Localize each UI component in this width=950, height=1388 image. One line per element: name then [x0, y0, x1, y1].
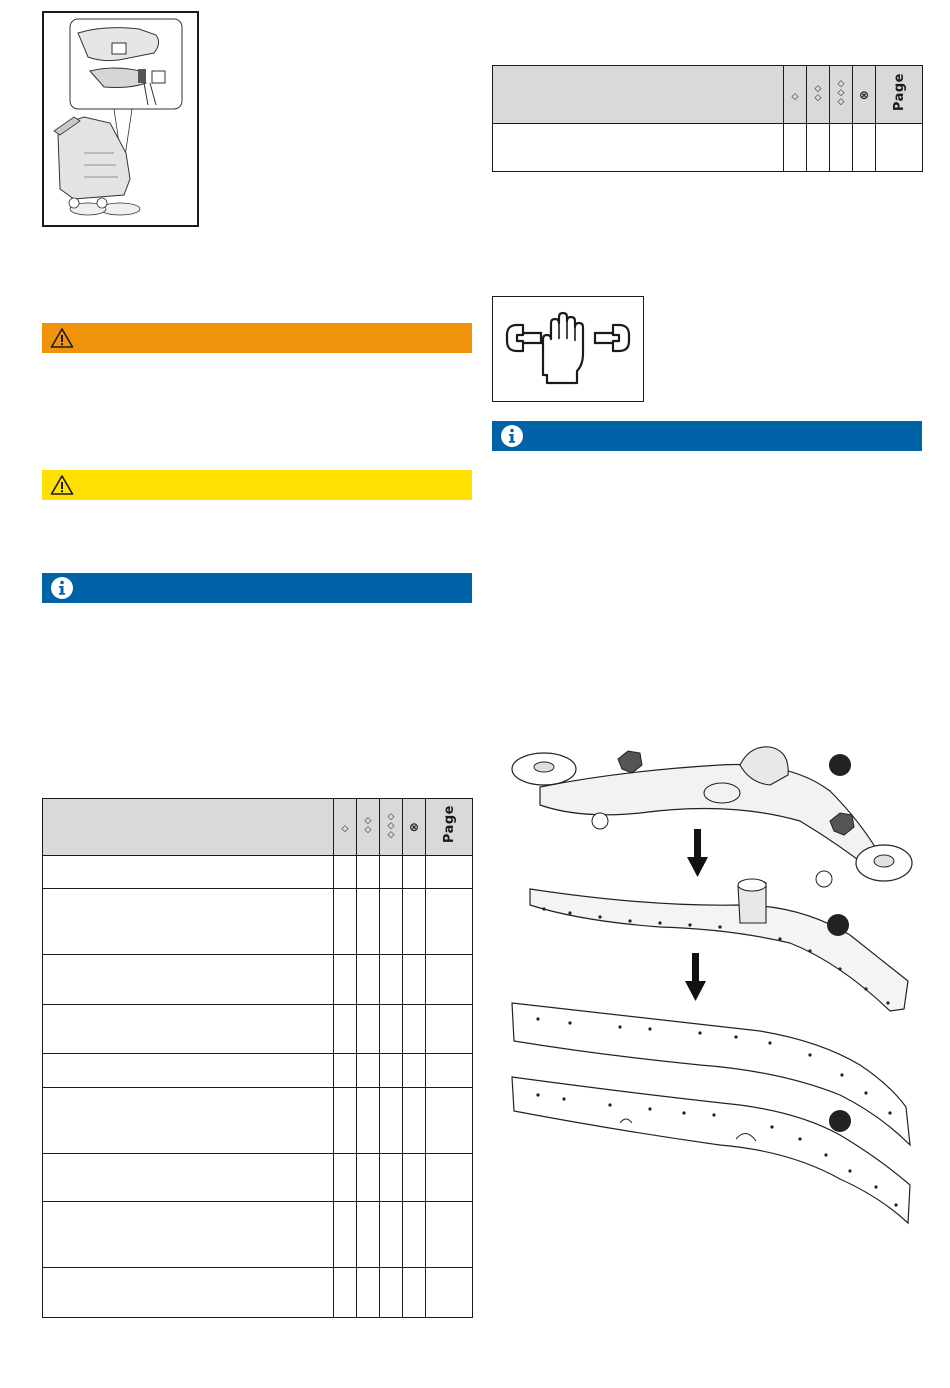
- danger-banner: [42, 323, 472, 353]
- interval-daily-header: ◇: [334, 799, 357, 856]
- squeegee-drawing: [500, 735, 930, 1235]
- interval-monthly-header: ◇◇◇: [380, 799, 403, 856]
- table-row: [43, 889, 473, 955]
- service-symbol-box: [492, 296, 644, 402]
- wrench-hand-icon: [501, 309, 635, 394]
- table-row: [43, 856, 473, 889]
- table-row: [43, 1005, 473, 1054]
- page-column-header: Page: [426, 799, 473, 856]
- warning-triangle-icon: [50, 474, 74, 496]
- table-header-row: [493, 66, 923, 124]
- warning-triangle-icon: [50, 327, 74, 349]
- table-row: [43, 1268, 473, 1318]
- table-row: [43, 1088, 473, 1154]
- interval-weekly-header: ◇◇: [357, 799, 380, 856]
- table-row: [43, 955, 473, 1005]
- info-banner: [42, 573, 472, 603]
- callout-dot-3: [829, 1110, 851, 1132]
- squeegee-exploded-figure: [500, 735, 930, 1235]
- table-row: [43, 1154, 473, 1202]
- maintenance-table-right: [492, 65, 923, 172]
- machine-drawing: [44, 13, 197, 225]
- interval-service-header: ⊗: [853, 66, 876, 124]
- info-icon: [50, 576, 74, 600]
- callout-dot-2: [827, 914, 849, 936]
- maintenance-table: [42, 798, 473, 1318]
- machine-handle-figure: [42, 11, 199, 227]
- page-column-header: Page: [876, 66, 923, 124]
- interval-monthly-header: ◇◇◇: [830, 66, 853, 124]
- table-row: [43, 1054, 473, 1088]
- info-banner-right: [492, 421, 922, 451]
- task-column-header: [493, 66, 784, 124]
- interval-weekly-header: ◇◇: [807, 66, 830, 124]
- table-header-row: [43, 799, 473, 856]
- table-row: [493, 124, 923, 172]
- caution-banner: [42, 470, 472, 500]
- interval-daily-header: ◇: [784, 66, 807, 124]
- task-column-header: [43, 799, 334, 856]
- callout-dot-1: [829, 754, 851, 776]
- info-icon: [500, 424, 524, 448]
- table-row: [43, 1202, 473, 1268]
- interval-service-header: ⊗: [403, 799, 426, 856]
